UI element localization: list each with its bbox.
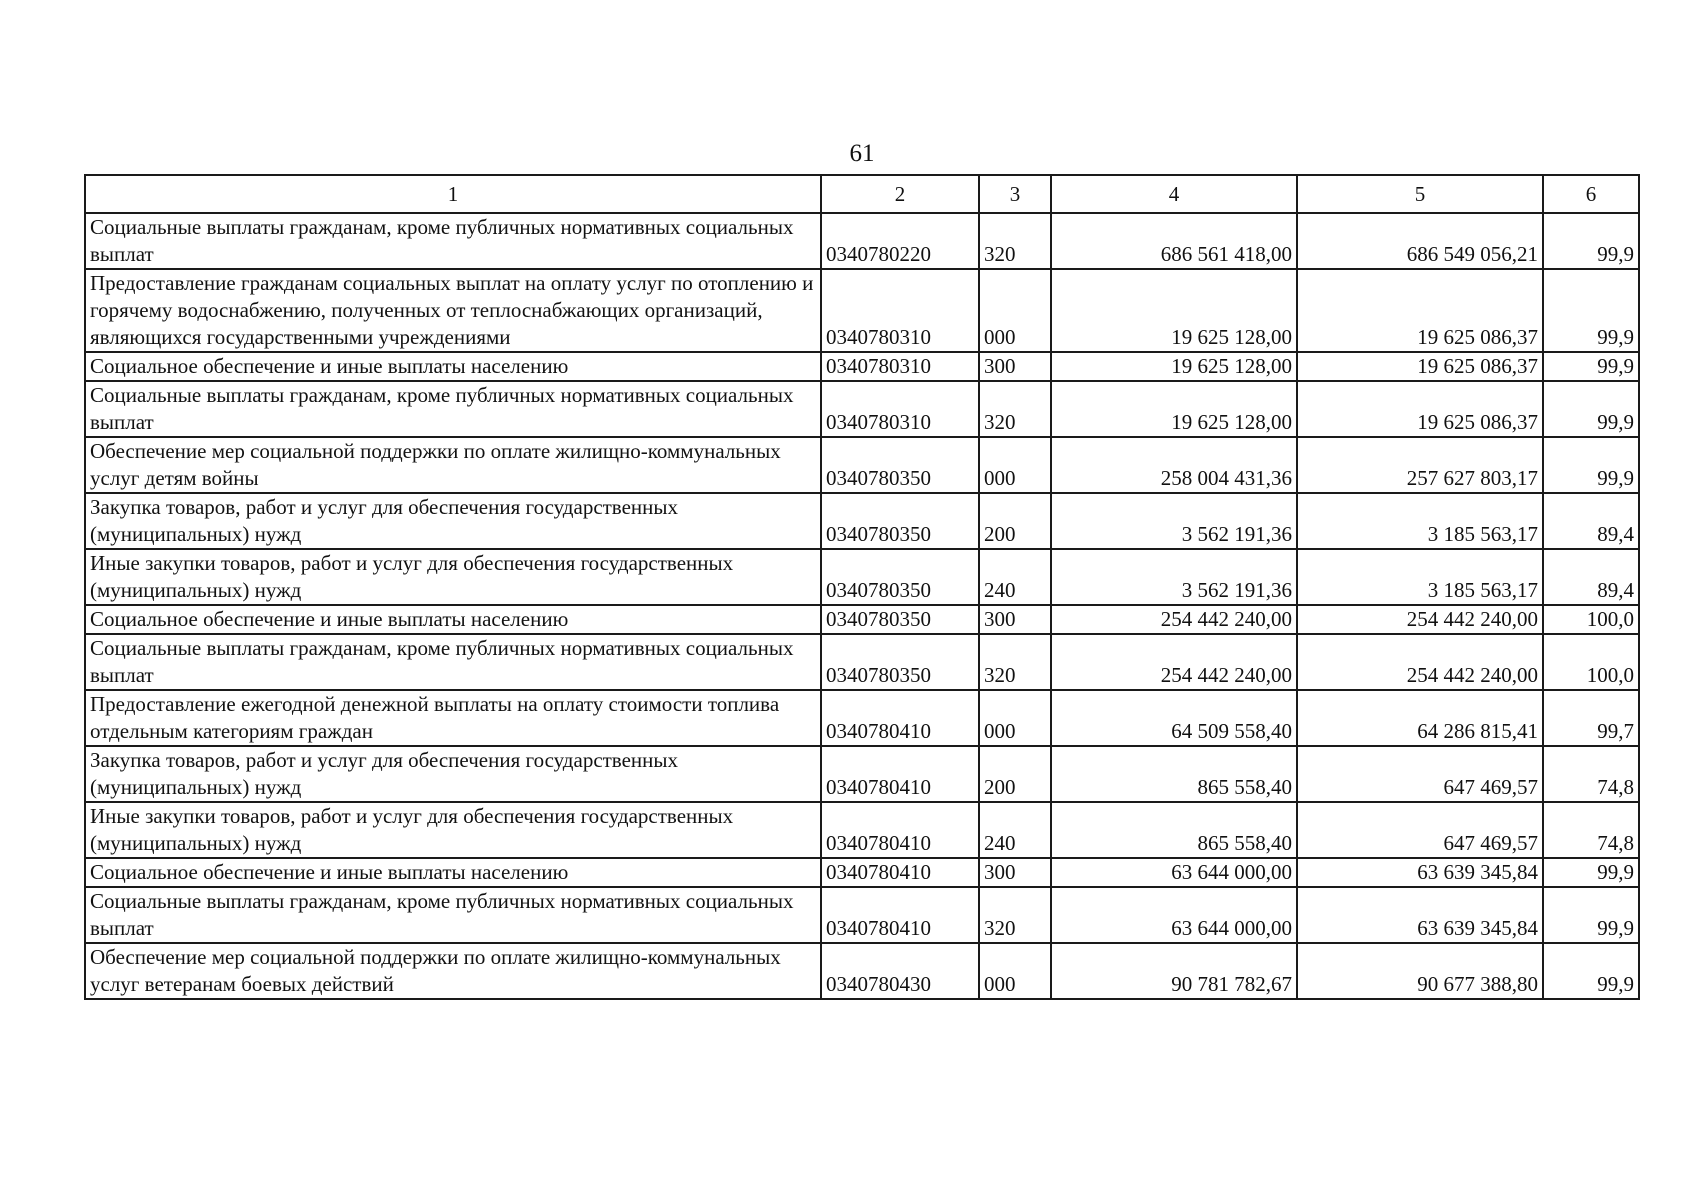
row-planned: 63 644 000,00 — [1051, 887, 1297, 943]
row-code: 0340780310 — [821, 269, 979, 352]
column-header-actual: 5 — [1297, 175, 1543, 213]
row-expense-type: 000 — [979, 437, 1051, 493]
row-actual: 254 442 240,00 — [1297, 605, 1543, 634]
column-header-expense-type: 3 — [979, 175, 1051, 213]
row-code: 0340780410 — [821, 690, 979, 746]
table-row — [85, 802, 1639, 858]
row-name: Социальные выплаты гражданам, кроме публичных нормативных социальных выплат — [85, 887, 821, 943]
row-code: 0340780410 — [821, 802, 979, 858]
row-planned: 19 625 128,00 — [1051, 352, 1297, 381]
row-expense-type: 000 — [979, 269, 1051, 352]
row-name: Обеспечение мер социальной поддержки по оплате жилищно-коммунальных услуг ветеранам боевых действий — [85, 943, 821, 999]
row-planned: 90 781 782,67 — [1051, 943, 1297, 999]
row-code: 0340780410 — [821, 858, 979, 887]
row-planned: 3 562 191,36 — [1051, 549, 1297, 605]
row-actual: 3 185 563,17 — [1297, 549, 1543, 605]
table-row — [85, 605, 1639, 634]
table-row — [85, 746, 1639, 802]
row-name: Социальное обеспечение и иные выплаты населению — [85, 605, 821, 634]
row-percent: 100,0 — [1543, 634, 1639, 690]
row-expense-type: 320 — [979, 634, 1051, 690]
row-actual: 647 469,57 — [1297, 802, 1543, 858]
row-actual: 19 625 086,37 — [1297, 352, 1543, 381]
column-header-name: 1 — [85, 175, 821, 213]
row-name: Социальное обеспечение и иные выплаты населению — [85, 352, 821, 381]
row-percent: 99,9 — [1543, 213, 1639, 269]
row-percent: 74,8 — [1543, 802, 1639, 858]
row-code: 0340780220 — [821, 213, 979, 269]
row-expense-type: 300 — [979, 352, 1051, 381]
row-name: Иные закупки товаров, работ и услуг для обеспечения государственных (муниципальных) нужд — [85, 549, 821, 605]
row-percent: 99,9 — [1543, 943, 1639, 999]
row-planned: 19 625 128,00 — [1051, 269, 1297, 352]
row-expense-type: 200 — [979, 493, 1051, 549]
row-code: 0340780350 — [821, 437, 979, 493]
row-expense-type: 240 — [979, 802, 1051, 858]
table-row — [85, 493, 1639, 549]
row-actual: 647 469,57 — [1297, 746, 1543, 802]
row-code: 0340780410 — [821, 746, 979, 802]
row-percent: 100,0 — [1543, 605, 1639, 634]
row-name: Социальные выплаты гражданам, кроме публичных нормативных социальных выплат — [85, 213, 821, 269]
page-number: 61 — [849, 140, 875, 167]
row-actual: 254 442 240,00 — [1297, 634, 1543, 690]
row-name: Обеспечение мер социальной поддержки по оплате жилищно-коммунальных услуг детям войны — [85, 437, 821, 493]
row-code: 0340780310 — [821, 352, 979, 381]
row-actual: 686 549 056,21 — [1297, 213, 1543, 269]
table-header-row — [85, 175, 1639, 213]
row-percent: 74,8 — [1543, 746, 1639, 802]
row-name: Социальные выплаты гражданам, кроме публичных нормативных социальных выплат — [85, 634, 821, 690]
row-code: 0340780350 — [821, 605, 979, 634]
column-header-percent: 6 — [1543, 175, 1639, 213]
row-planned: 64 509 558,40 — [1051, 690, 1297, 746]
row-name: Предоставление гражданам социальных выплат на оплату услуг по отоплению и горячему водоснабжению, полученных от теплоснабжающих организаций, являющихся государственными учреждениями — [85, 269, 821, 352]
row-planned: 865 558,40 — [1051, 746, 1297, 802]
row-expense-type: 320 — [979, 887, 1051, 943]
row-planned: 865 558,40 — [1051, 802, 1297, 858]
row-name: Предоставление ежегодной денежной выплаты на оплату стоимости топлива отдельным категориям граждан — [85, 690, 821, 746]
row-planned: 254 442 240,00 — [1051, 634, 1297, 690]
row-name: Социальные выплаты гражданам, кроме публичных нормативных социальных выплат — [85, 381, 821, 437]
table-row — [85, 352, 1639, 381]
row-actual: 63 639 345,84 — [1297, 858, 1543, 887]
row-name: Закупка товаров, работ и услуг для обеспечения государственных (муниципальных) нужд — [85, 493, 821, 549]
row-actual: 63 639 345,84 — [1297, 887, 1543, 943]
table-row — [85, 549, 1639, 605]
row-percent: 99,9 — [1543, 437, 1639, 493]
column-header-planned: 4 — [1051, 175, 1297, 213]
row-actual: 3 185 563,17 — [1297, 493, 1543, 549]
row-expense-type: 300 — [979, 605, 1051, 634]
row-code: 0340780350 — [821, 634, 979, 690]
table-row — [85, 634, 1639, 690]
row-planned: 258 004 431,36 — [1051, 437, 1297, 493]
row-code: 0340780350 — [821, 549, 979, 605]
row-percent: 99,9 — [1543, 887, 1639, 943]
table-row — [85, 690, 1639, 746]
row-code: 0340780410 — [821, 887, 979, 943]
row-percent: 99,9 — [1543, 858, 1639, 887]
table-row — [85, 213, 1639, 269]
table-row — [85, 437, 1639, 493]
row-actual: 64 286 815,41 — [1297, 690, 1543, 746]
row-planned: 3 562 191,36 — [1051, 493, 1297, 549]
row-planned: 254 442 240,00 — [1051, 605, 1297, 634]
row-expense-type: 000 — [979, 943, 1051, 999]
row-percent: 99,9 — [1543, 381, 1639, 437]
row-planned: 63 644 000,00 — [1051, 858, 1297, 887]
table-row — [85, 887, 1639, 943]
table-row — [85, 381, 1639, 437]
row-name: Социальное обеспечение и иные выплаты населению — [85, 858, 821, 887]
table-row — [85, 269, 1639, 352]
row-expense-type: 320 — [979, 213, 1051, 269]
row-planned: 19 625 128,00 — [1051, 381, 1297, 437]
row-expense-type: 320 — [979, 381, 1051, 437]
row-percent: 99,7 — [1543, 690, 1639, 746]
row-expense-type: 200 — [979, 746, 1051, 802]
table-row — [85, 858, 1639, 887]
row-percent: 99,9 — [1543, 269, 1639, 352]
row-expense-type: 300 — [979, 858, 1051, 887]
table-row — [85, 943, 1639, 999]
row-code: 0340780310 — [821, 381, 979, 437]
row-expense-type: 000 — [979, 690, 1051, 746]
row-percent: 89,4 — [1543, 493, 1639, 549]
row-name: Иные закупки товаров, работ и услуг для обеспечения государственных (муниципальных) нужд — [85, 802, 821, 858]
row-percent: 99,9 — [1543, 352, 1639, 381]
budget-execution-table — [84, 174, 1640, 1000]
row-actual: 19 625 086,37 — [1297, 269, 1543, 352]
row-actual: 90 677 388,80 — [1297, 943, 1543, 999]
column-header-code: 2 — [821, 175, 979, 213]
row-actual: 19 625 086,37 — [1297, 381, 1543, 437]
row-name: Закупка товаров, работ и услуг для обеспечения государственных (муниципальных) нужд — [85, 746, 821, 802]
row-planned: 686 561 418,00 — [1051, 213, 1297, 269]
row-percent: 89,4 — [1543, 549, 1639, 605]
row-expense-type: 240 — [979, 549, 1051, 605]
row-actual: 257 627 803,17 — [1297, 437, 1543, 493]
row-code: 0340780350 — [821, 493, 979, 549]
row-code: 0340780430 — [821, 943, 979, 999]
